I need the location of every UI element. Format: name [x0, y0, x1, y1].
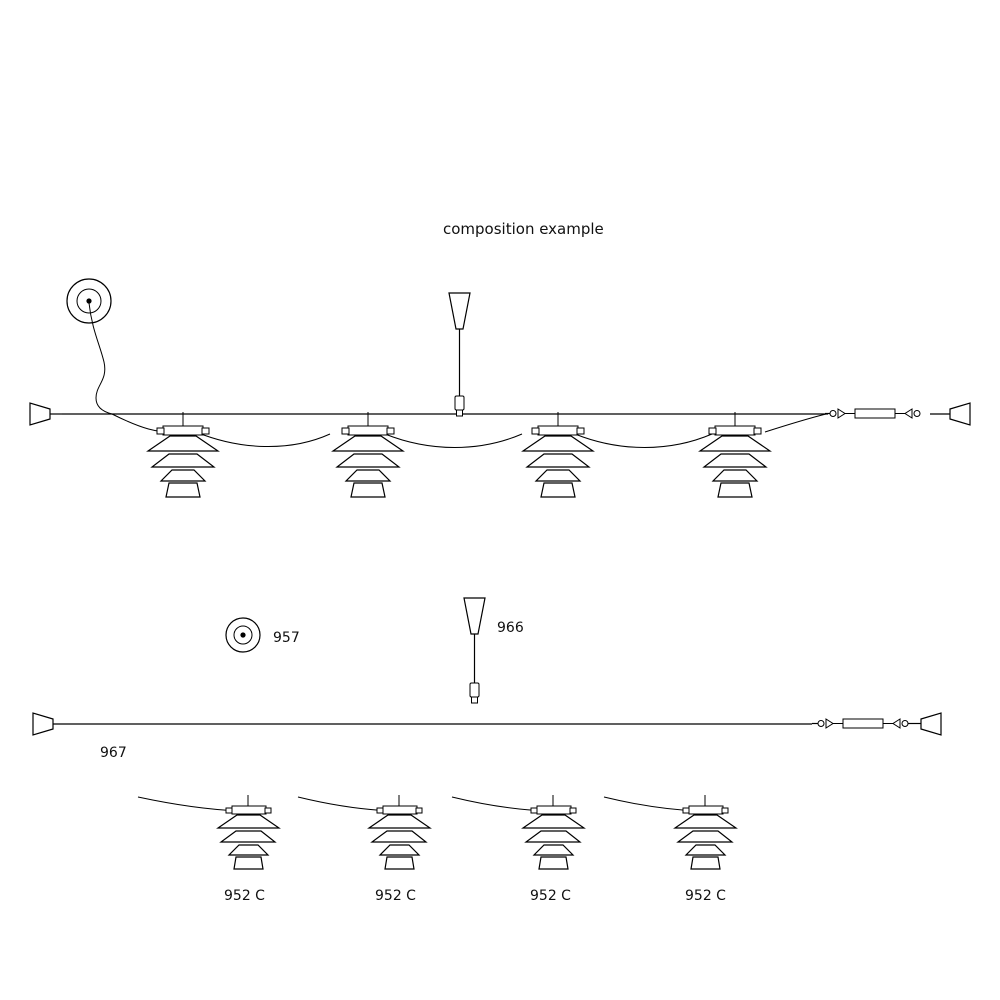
- lamp-shade-legend-2: [298, 795, 430, 869]
- cable-swag-1: [196, 432, 330, 447]
- ceiling-rose-top: [67, 279, 112, 414]
- lamp-shade-top-1: [148, 412, 218, 497]
- composition-title: composition example: [443, 220, 604, 238]
- suspension-wire-legend-icon: [33, 713, 941, 735]
- cable-swag-2: [385, 434, 522, 448]
- lamp-shade-top-3: [523, 412, 593, 497]
- ceiling-rose-legend-icon: [226, 618, 260, 652]
- lamp-shade-top-2: [333, 412, 403, 497]
- cable-swag-4: [765, 414, 826, 432]
- lamp-shade-top-4: [700, 412, 770, 497]
- label-957: 957: [273, 630, 300, 646]
- label-lamp-2: 952 C: [375, 888, 416, 904]
- label-lamp-3: 952 C: [530, 888, 571, 904]
- pendant-cord-top: [449, 293, 470, 416]
- label-966: 966: [497, 620, 524, 636]
- lamp-shade-legend-1: [138, 795, 279, 869]
- lamp-shade-legend-4: [604, 795, 736, 869]
- wire-end-cone-left-top: [30, 403, 62, 425]
- pendant-cord-legend-icon: [464, 598, 485, 703]
- lamp-shade-legend-3: [452, 795, 584, 869]
- cable-swag-3: [575, 434, 712, 448]
- label-967: 967: [100, 745, 127, 761]
- wire-end-cone-right-top: [825, 403, 970, 425]
- label-lamp-1: 952 C: [224, 888, 265, 904]
- label-lamp-4: 952 C: [685, 888, 726, 904]
